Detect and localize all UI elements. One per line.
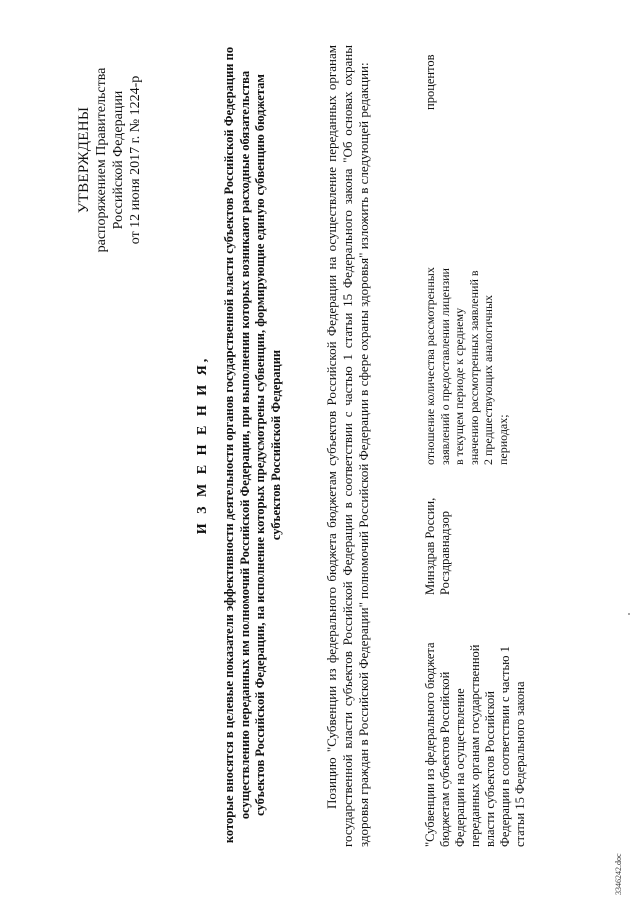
table-cell-unit: процентов <box>423 54 437 110</box>
table-cell-subvention-name: "Субвенции из федерального бюджета бюджетам субъектов Российской Федерации на осуществление переданных органам государственной власти субъектов Российской Федерации в соответствии с частью 1 статьи 15 Федерального закона <box>423 642 527 847</box>
approved-heading: УТВЕРЖДЕНЫ <box>76 106 92 214</box>
approved-line-3: Российской Федерации <box>111 90 126 230</box>
approved-line-2: распоряжением Правительства <box>94 67 109 253</box>
document-title: И З М Е Н Е Н И Я, <box>195 355 210 535</box>
document-subtitle: которые вносятся в целевые показатели эффективности деятельности органов государственной власти субъектов Российской Федерации по осуществлению переданных им полномочий Российской Федерации, при выполнении которых возникают расходные обязательства субъектов Российской Федерации, на исполнение которых предусмотрены субвенции, формирующие единую субвенцию бюджетам субъектов Российской Федерации <box>222 46 283 844</box>
approval-block <box>76 45 144 275</box>
scan-speck <box>628 613 630 615</box>
file-footer: 3346242.doc <box>614 853 623 895</box>
main-paragraph <box>324 45 372 847</box>
table-cell-responsible-body: Минздрав России, Росздравнадзор <box>423 497 452 595</box>
table-cell-indicator: отношение количества рассмотренных заявлений о предоставлении лицензии в текущем периоде к среднему значению рассмотренных заявлений в 2 предшествующих аналогичных периодах; <box>423 267 510 465</box>
paragraph-text: Позицию "Субвенции из федерального бюджета бюджетам субъектов Российской Федерации на осуществление переданных органам государственной власти субъектов Российской Федерации в соответствии с частью 1 статьи 15 Федерального закона "Об основах охраны здоровья граждан в Российской Федерации" полномочий Российской Федерации в сфере охраны здоровья" изложить в следующей редакции: <box>324 45 371 847</box>
approved-line-4: от 12 июня 2017 г. № 1224-р <box>128 75 143 245</box>
